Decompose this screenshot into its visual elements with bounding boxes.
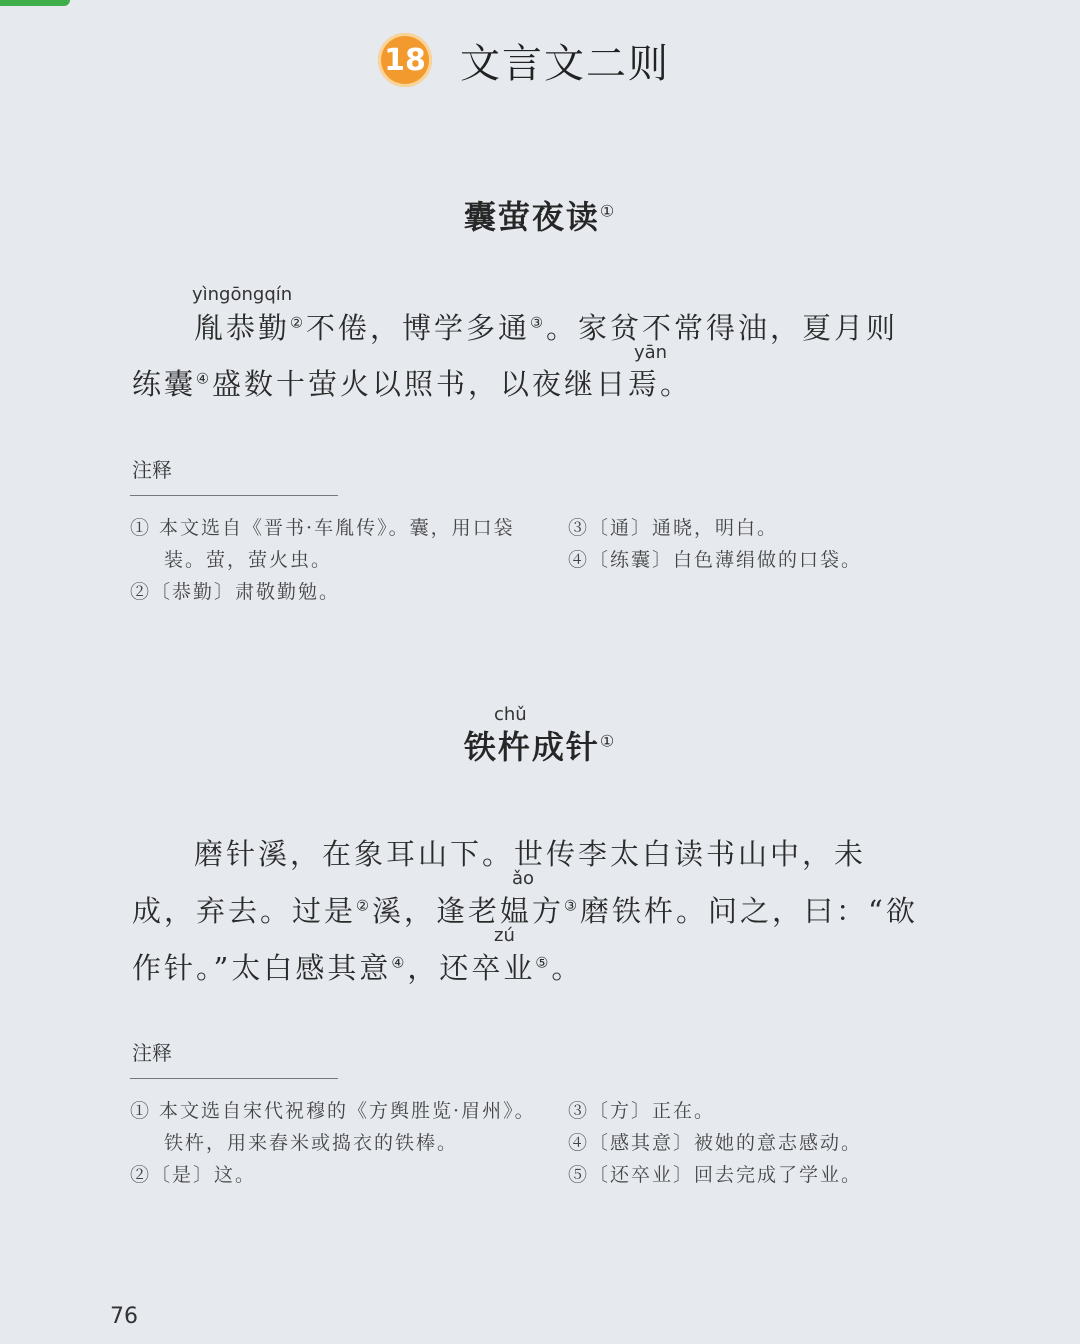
story1-notes-rule [130, 495, 338, 496]
story2-line-2: 成，弃去。过是②溪，逢老媪方③磨铁杵。问之，曰：“欲 [132, 894, 918, 928]
story2-notes-rule [130, 1078, 338, 1079]
lesson-number-badge [378, 33, 432, 87]
story1-title-text: 囊萤夜读 [463, 198, 600, 236]
story2-note-2: ②〔是〕这。 [130, 1164, 257, 1186]
story2-line-3: 作针。”太白感其意④，还卒业⑤。 [132, 951, 584, 985]
story1-note-4: ④〔练囊〕白色薄绢做的口袋。 [568, 549, 863, 571]
story2-pinyin-2: zú [494, 925, 515, 946]
story1-line-1: 胤恭勤②不倦，博学多通③。家贫不常得油，夏月则 [194, 311, 899, 345]
story1-title [0, 192, 1080, 238]
lesson-title: 文言文二则 [460, 40, 670, 87]
story1-note-1: ① 本文选自《晋书·车胤传》。囊，用口袋 [130, 517, 515, 539]
story1-notes-left [130, 512, 515, 608]
corner-tab [0, 0, 70, 6]
story2-note-1-cont: 铁杵，用来舂米或捣衣的铁棒。 [164, 1132, 459, 1154]
story2-title-mark: ① [599, 731, 617, 751]
story2-title-pinyin: chǔ [494, 704, 527, 725]
story1-line-2: 练囊④盛数十萤火以照书，以夜继日焉。 [132, 367, 693, 401]
story2-note-1: ① 本文选自宋代祝穆的《方舆胜览·眉州》。 [130, 1100, 536, 1122]
story1-note-1-cont: 装。萤，萤火虫。 [164, 549, 333, 571]
story2-note-4: ④〔感其意〕被她的意志感动。 [568, 1132, 863, 1154]
story1-notes-label: 注释 [132, 458, 172, 482]
story2-notes-label: 注释 [132, 1041, 172, 1065]
story2-pinyin-1: ǎo [512, 868, 535, 889]
story2-title [0, 722, 1080, 768]
story1-pinyin-1: yìngōngqín [192, 284, 293, 305]
story1-notes-right [568, 512, 862, 576]
story2-notes-left [130, 1095, 536, 1191]
story1-title-mark: ① [599, 201, 617, 221]
lesson-number: 18 [384, 42, 426, 78]
story2-title-text: 铁杵成针 [463, 728, 600, 766]
story2-note-5: ⑤〔还卒业〕回去完成了学业。 [568, 1164, 863, 1186]
story2-note-3: ③〔方〕正在。 [568, 1100, 716, 1122]
page-number: 76 [110, 1304, 138, 1329]
story1-pinyin-2: yān [634, 342, 668, 363]
story2-notes-right [568, 1095, 862, 1191]
story1-note-3: ③〔通〕通晓，明白。 [568, 517, 779, 539]
story1-note-2: ②〔恭勤〕肃敬勤勉。 [130, 581, 341, 603]
story2-line-1: 磨针溪，在象耳山下。世传李太白读书山中，未 [194, 837, 867, 871]
lesson-header [378, 30, 670, 90]
